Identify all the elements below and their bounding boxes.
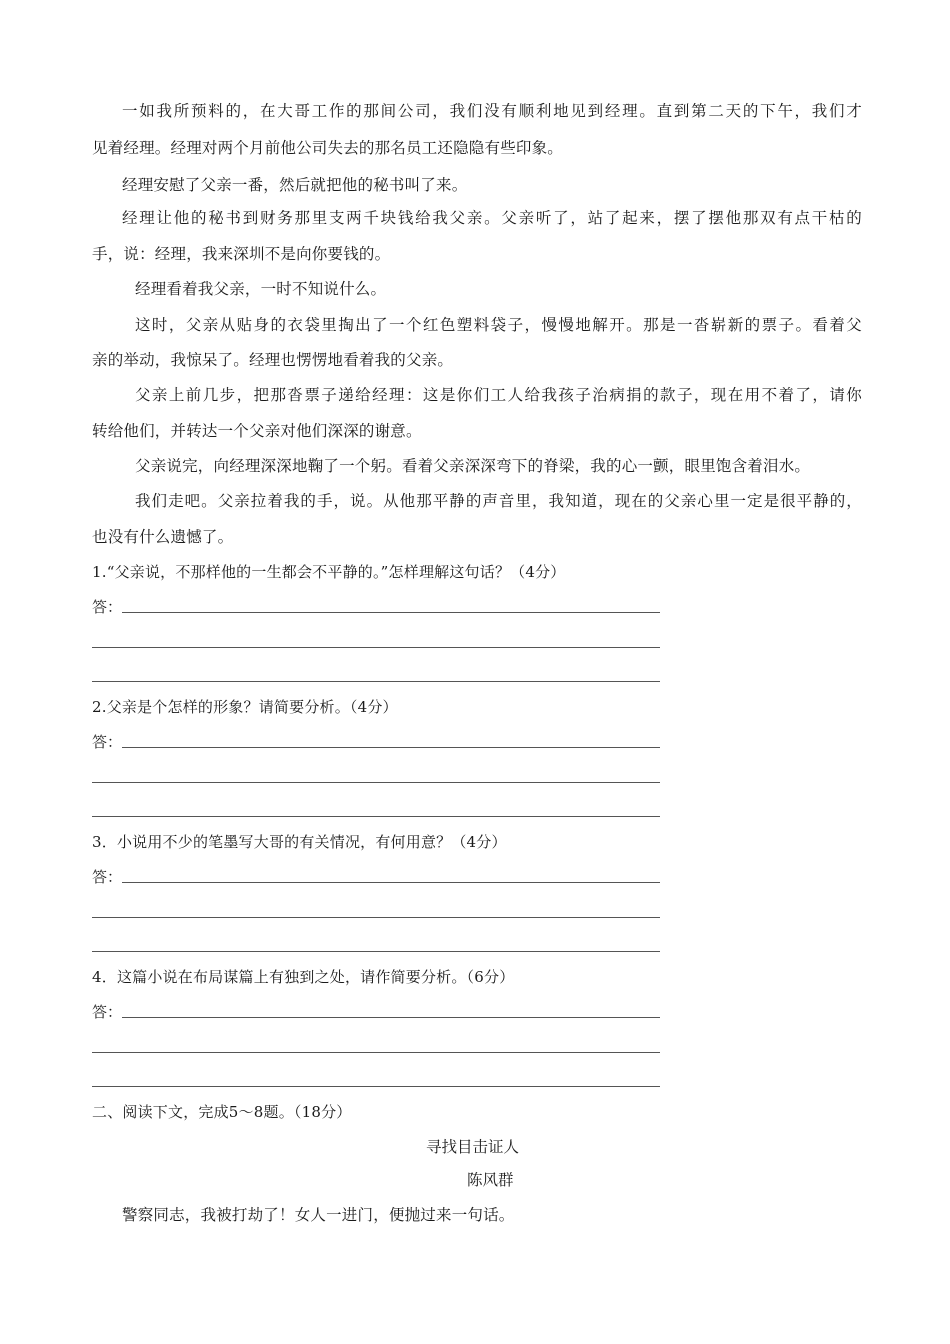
story-title: 寻找目击证人 <box>426 1138 520 1156</box>
story-author: 陈风群 <box>467 1171 514 1189</box>
answer-1-label: 答： <box>92 598 123 616</box>
question-4: 4．这篇小说在布局谋篇上有独到之处，请作简要分析。（6分） <box>92 968 515 986</box>
answer-3-line-1[interactable] <box>122 882 660 883</box>
paragraph-6-line-1: 父亲上前几步，把那沓票子递给经理：这是你们工人给我孩子治病捐的款子，现在用不着了，请你 <box>135 386 862 404</box>
paragraph-1-line-2: 见着经理。经理对两个月前他公司失去的那名员工还隐隐有些印象。 <box>92 139 564 157</box>
paragraph-1-line-1: 一如我所预料的，在大哥工作的那间公司，我们没有顺利地见到经理。直到第二天的下午，我们才 <box>122 102 862 120</box>
answer-1-line-1[interactable] <box>122 612 660 613</box>
paragraph-2: 经理安慰了父亲一番，然后就把他的秘书叫了来。 <box>122 176 468 194</box>
paragraph-3-line-2: 手，说：经理，我来深圳不是向你要钱的。 <box>92 245 391 263</box>
paragraph-6-line-2: 转给他们，并转达一个父亲对他们深深的谢意。 <box>92 422 422 440</box>
answer-2-line-1[interactable] <box>122 747 660 748</box>
answer-4-line-3[interactable] <box>92 1086 660 1087</box>
question-2: 2.父亲是个怎样的形象？请简要分析。（4分） <box>92 698 398 716</box>
answer-4-line-2[interactable] <box>92 1052 660 1053</box>
section-2-heading: 二、阅读下文，完成5～8题。（18分） <box>92 1103 352 1121</box>
answer-1-line-2[interactable] <box>92 647 660 648</box>
answer-3-label: 答： <box>92 868 123 886</box>
answer-2-line-3[interactable] <box>92 816 660 817</box>
paragraph-5-line-1: 这时，父亲从贴身的衣袋里掏出了一个红色塑料袋子，慢慢地解开。那是一沓崭新的票子。看着父 <box>135 316 862 334</box>
question-1: 1.“父亲说，不那样他的一生都会不平静的。”怎样理解这句话？（4分） <box>92 563 566 581</box>
paragraph-8-line-2: 也没有什么遗憾了。 <box>92 528 234 546</box>
story-first-line: 警察同志，我被打劫了！女人一进门，便抛过来一句话。 <box>122 1206 515 1224</box>
answer-1-line-3[interactable] <box>92 681 660 682</box>
question-3: 3．小说用不少的笔墨写大哥的有关情况，有何用意？（4分） <box>92 833 507 851</box>
paragraph-4: 经理看着我父亲，一时不知说什么。 <box>135 280 387 298</box>
answer-2-label: 答： <box>92 733 123 751</box>
answer-4-label: 答： <box>92 1003 123 1021</box>
paragraph-8-line-1: 我们走吧。父亲拉着我的手，说。从他那平静的声音里，我知道，现在的父亲心里一定是很平静的， <box>135 492 862 510</box>
paragraph-3-line-1: 经理让他的秘书到财务那里支两千块钱给我父亲。父亲听了，站了起来，摆了摆他那双有点干枯的 <box>122 209 862 227</box>
answer-3-line-2[interactable] <box>92 917 660 918</box>
answer-2-line-2[interactable] <box>92 782 660 783</box>
answer-3-line-3[interactable] <box>92 951 660 952</box>
answer-4-line-1[interactable] <box>122 1017 660 1018</box>
paragraph-7: 父亲说完，向经理深深地鞠了一个躬。看着父亲深深弯下的脊梁，我的心一颤，眼里饱含着泪水。 <box>135 457 811 475</box>
paragraph-5-line-2: 亲的举动，我惊呆了。经理也愣愣地看着我的父亲。 <box>92 351 454 369</box>
